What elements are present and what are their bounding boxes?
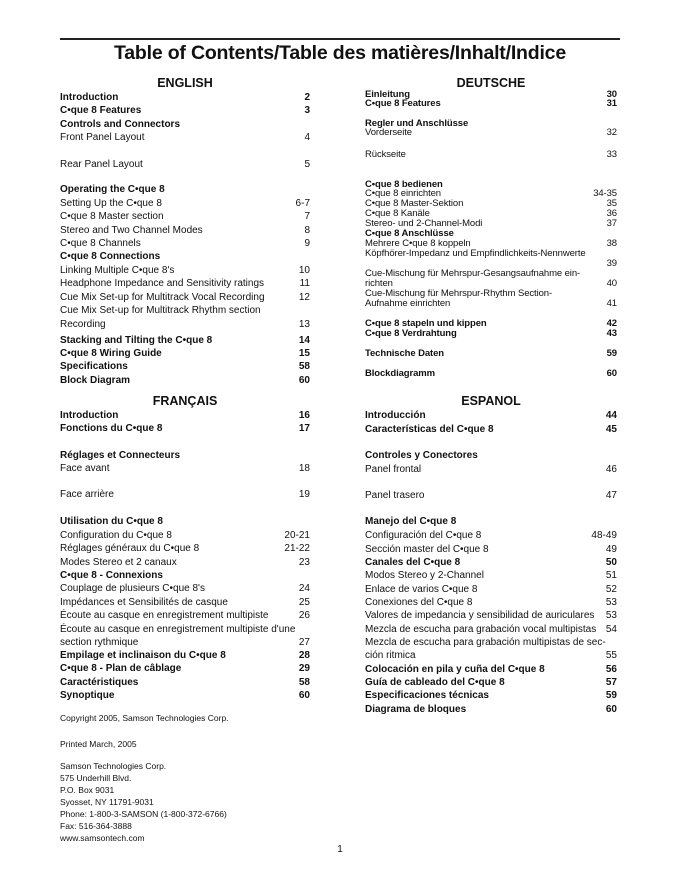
toc-entry-page: 19 xyxy=(298,489,310,500)
toc-entry-title: Vorderseite xyxy=(365,127,412,138)
toc-entry-page: 23 xyxy=(298,557,310,568)
toc-entry xyxy=(60,450,310,462)
toc-entry xyxy=(365,410,617,422)
toc-entry-page: 50 xyxy=(605,557,617,568)
toc-entry-title: Especificaciones técnicas xyxy=(365,690,489,701)
address-block xyxy=(60,760,227,844)
toc-entry-title: Conexiones del C•que 8 xyxy=(365,597,473,608)
toc-entry-title: Fonctions du C•que 8 xyxy=(60,423,163,434)
toc-entry-page: 54 xyxy=(605,624,617,635)
toc-entry-page: 46 xyxy=(605,464,617,475)
toc-entry-page: 44 xyxy=(605,410,617,421)
toc-entry-page: 58 xyxy=(298,677,310,688)
toc-entry-page: 59 xyxy=(606,348,617,359)
toc-entry xyxy=(60,463,310,475)
toc-entry xyxy=(365,584,617,596)
espanol-heading: ESPANOL xyxy=(461,394,521,408)
espanol-section xyxy=(365,0,617,880)
toc-entry-title: Synoptique xyxy=(60,690,115,701)
toc-entry-page: 43 xyxy=(606,328,617,339)
toc-entry-title: C•que 8 Verdrahtung xyxy=(365,328,457,339)
toc-entry-title: Introducción xyxy=(365,410,426,421)
toc-entry xyxy=(60,624,310,636)
toc-entry-title: Face arrière xyxy=(60,489,114,500)
toc-entry-page xyxy=(306,570,310,582)
toc-entry-title: Modes Stereo et 2 canaux xyxy=(60,557,177,568)
toc-entry-page: 45 xyxy=(605,424,617,435)
toc-entry-title: Impédances et Sensibilités de casque xyxy=(60,597,228,608)
toc-entry-title: Sección master del C•que 8 xyxy=(365,544,489,555)
toc-entry xyxy=(60,410,310,422)
toc-entry-page: 36 xyxy=(606,208,617,219)
toc-entry-title: section rythmique xyxy=(60,637,139,648)
toc-entry-page xyxy=(613,450,617,462)
printed-date: Printed March, 2005 xyxy=(60,739,137,749)
toc-entry-page: 60 xyxy=(298,375,310,386)
toc-entry-page: 39 xyxy=(606,258,617,269)
toc-entry-title: Caractéristiques xyxy=(60,677,139,688)
deutsche-heading: DEUTSCHE xyxy=(456,76,526,90)
toc-entry-page: 52 xyxy=(605,584,617,595)
toc-entry-page: 15 xyxy=(298,348,310,359)
toc-entry xyxy=(365,464,617,476)
toc-entry-page: 31 xyxy=(606,98,617,109)
toc-entry xyxy=(365,610,617,622)
toc-entry-title: Controles y Conectores xyxy=(365,450,478,461)
toc-entry xyxy=(60,597,310,609)
toc-entry-title: C•que 8 Master-Sektion xyxy=(365,198,464,209)
toc-entry-title: C•que 8 Connections xyxy=(60,251,161,262)
address-line: Samson Technologies Corp. xyxy=(60,761,167,771)
toc-entry-title: Stereo and Two Channel Modes xyxy=(60,225,203,236)
toc-entry-page: 60 xyxy=(298,690,310,701)
toc-entry-title: Panel trasero xyxy=(365,490,425,501)
toc-entry xyxy=(60,557,310,569)
toc-entry-title: Recording xyxy=(60,319,106,330)
toc-entry xyxy=(60,530,310,542)
toc-entry xyxy=(365,677,617,689)
toc-entry-title: Écoute au casque en enregistrement multipiste xyxy=(60,610,269,621)
toc-entry-page: 18 xyxy=(298,463,310,474)
toc-entry-title: Configuration du C•que 8 xyxy=(60,530,172,541)
toc-entry-title: Controls and Connectors xyxy=(60,119,181,130)
toc-entry-title: Linking Multiple C•que 8's xyxy=(60,265,175,276)
toc-entry-page: 32 xyxy=(606,127,617,138)
toc-entry-title: Empilage et inclinaison du C•que 8 xyxy=(60,650,226,661)
toc-entry xyxy=(365,570,617,582)
toc-entry-page: 6-7 xyxy=(295,198,310,209)
toc-entry-title: Cue-Mischung für Mehrspur-Gesangsaufnahme ein- xyxy=(365,268,581,279)
toc-entry-page: 55 xyxy=(605,650,617,661)
francais-heading: FRANÇAIS xyxy=(152,394,218,408)
toc-entry-title: Mezcla de escucha para grabación multipistas de sec- xyxy=(365,637,606,648)
toc-entry-page: 34-35 xyxy=(593,188,617,199)
toc-entry-page: 2 xyxy=(304,92,310,103)
toc-entry-page: 8 xyxy=(304,225,310,236)
toc-entry xyxy=(365,516,617,528)
toc-entry-page: 14 xyxy=(298,335,310,346)
toc-entry-title: C•que 8 Master section xyxy=(60,211,164,222)
toc-entry-page: 16 xyxy=(298,410,310,421)
toc-entry-title: Stereo- und 2-Channel-Modi xyxy=(365,218,483,229)
toc-entry-page: 4 xyxy=(304,132,310,143)
toc-entry-title: Aufnahme einrichten xyxy=(365,298,451,309)
toc-entry-title: Introduction xyxy=(60,92,119,103)
toc-entry-title: C•que 8 - Connexions xyxy=(60,570,163,581)
toc-entry-title: Technische Daten xyxy=(365,348,444,359)
toc-entry-page: 3 xyxy=(304,105,310,116)
toc-entry-page xyxy=(613,637,617,649)
toc-entry xyxy=(365,597,617,609)
toc-entry-title: Réglages généraux du C•que 8 xyxy=(60,543,200,554)
toc-entry xyxy=(60,570,310,582)
toc-entry xyxy=(365,450,617,462)
toc-entry-title: C•que 8 Channels xyxy=(60,238,141,249)
toc-entry xyxy=(60,650,310,662)
toc-entry-title: Diagrama de bloques xyxy=(365,704,467,715)
address-line: www.samsontech.com xyxy=(60,833,145,843)
toc-entry-page: 30 xyxy=(606,89,617,100)
address-line: P.O. Box 9031 xyxy=(60,785,115,795)
toc-entry-page: 9 xyxy=(304,238,310,249)
toc-entry-page: 49 xyxy=(605,544,617,555)
toc-entry-page: 57 xyxy=(605,677,617,688)
toc-entry-title: Canales del C•que 8 xyxy=(365,557,461,568)
toc-entry-title: Block Diagram xyxy=(60,375,131,386)
toc-entry-title: Specifications xyxy=(60,361,128,372)
toc-entry-page: 48-49 xyxy=(591,530,617,541)
toc-entry-title: Configuración del C•que 8 xyxy=(365,530,482,541)
copyright-text: Copyright 2005, Samson Technologies Corp. xyxy=(60,713,229,723)
toc-entry-title: C•que 8 Anschlüsse xyxy=(365,228,454,239)
toc-entry-page: 58 xyxy=(298,361,310,372)
toc-entry xyxy=(60,423,310,435)
toc-entry-page: 35 xyxy=(606,198,617,209)
toc-entry-title: Guía de cableado del C•que 8 xyxy=(365,677,505,688)
toc-entry-page: 25 xyxy=(298,597,310,608)
toc-entry xyxy=(60,663,310,675)
toc-entry-page xyxy=(306,624,310,636)
toc-entry-title: Setting Up the C•que 8 xyxy=(60,198,162,209)
toc-entry xyxy=(365,424,617,436)
toc-entry xyxy=(365,544,617,556)
toc-entry-page: 56 xyxy=(605,664,617,675)
toc-entry-page: 47 xyxy=(605,490,617,501)
page-number: 1 xyxy=(337,844,343,855)
toc-entry-page: 21-22 xyxy=(284,543,310,554)
toc-entry-page: 27 xyxy=(298,637,310,648)
toc-entry-page: 33 xyxy=(606,149,617,160)
toc-entry-title: C•que 8 Features xyxy=(365,98,441,109)
toc-entry-page: 7 xyxy=(304,211,310,222)
toc-entry xyxy=(365,637,617,649)
toc-entry-title: Köpfhörer-Impedanz und Empfindlichkeits-Nennwerte xyxy=(365,248,586,259)
address-line: 575 Underhill Blvd. xyxy=(60,773,132,783)
toc-entry-title: Écoute au casque en enregistrement multipiste d'une xyxy=(60,624,296,635)
toc-entry-title: Headphone Impedance and Sensitivity ratings xyxy=(60,278,265,289)
toc-entry-title: Panel frontal xyxy=(365,464,422,475)
toc-entry xyxy=(365,490,617,502)
toc-entry-page: 26 xyxy=(298,610,310,621)
toc-entry xyxy=(60,677,310,689)
toc-entry-page: 13 xyxy=(298,319,310,330)
toc-entry-title: Manejo del C•que 8 xyxy=(365,516,457,527)
toc-entry-title: Face avant xyxy=(60,463,110,474)
toc-entry xyxy=(60,637,310,649)
toc-entry-page: 10 xyxy=(298,265,310,276)
toc-entry-title: Cue-Mischung für Mehrspur-Rhythm Section- xyxy=(365,288,553,299)
toc-entry-title: Rückseite xyxy=(365,149,406,160)
toc-entry xyxy=(60,543,310,555)
toc-entry xyxy=(365,664,617,676)
toc-entry-title: Cue Mix Set-up for Multitrack Rhythm section xyxy=(60,305,261,316)
toc-entry xyxy=(365,530,617,542)
toc-entry-page xyxy=(306,516,310,528)
toc-entry-page: 53 xyxy=(605,597,617,608)
toc-entry-title: Mezcla de escucha para grabación vocal multipistas xyxy=(365,624,597,635)
toc-entry xyxy=(60,516,310,528)
toc-entry-title: C•que 8 Features xyxy=(60,105,142,116)
toc-entry-title: Enlace de varios C•que 8 xyxy=(365,584,478,595)
toc-entry-title: Características del C•que 8 xyxy=(365,424,494,435)
toc-entry-page: 41 xyxy=(606,298,617,309)
toc-entry xyxy=(365,557,617,569)
toc-entry-page: 24 xyxy=(298,583,310,594)
toc-entry-page: 29 xyxy=(298,663,310,674)
toc-entry-title: Regler und Anschlüsse xyxy=(365,118,469,129)
toc-entry-title: Couplage de plusieurs C•que 8's xyxy=(60,583,205,594)
address-line: Fax: 516-364-3888 xyxy=(60,821,132,831)
toc-entry-title: Cue Mix Set-up for Multitrack Vocal Recording xyxy=(60,292,265,303)
toc-entry-title: Valores de impedancia y sensibilidad de auriculares xyxy=(365,610,595,621)
toc-entry-title: Einleitung xyxy=(365,89,410,100)
toc-entry-title: Stacking and Tilting the C•que 8 xyxy=(60,335,213,346)
toc-entry-page: 38 xyxy=(606,238,617,249)
toc-entry-page: 17 xyxy=(298,423,310,434)
toc-entry-title: Modos Stereo y 2-Channel xyxy=(365,570,484,581)
toc-entry-page: 28 xyxy=(298,650,310,661)
toc-entry-page: 53 xyxy=(605,610,617,621)
toc-entry xyxy=(60,610,310,622)
english-heading: ENGLISH xyxy=(157,76,213,90)
toc-entry-page: 11 xyxy=(299,278,310,289)
toc-entry-title: C•que 8 bedienen xyxy=(365,179,443,190)
toc-entry-title: C•que 8 Wiring Guide xyxy=(60,348,162,359)
toc-entry-page: 51 xyxy=(605,570,617,581)
toc-entry xyxy=(60,583,310,595)
toc-entry-page: 20-21 xyxy=(284,530,310,541)
toc-entry-title: Colocación en pila y cuña del C•que 8 xyxy=(365,664,545,675)
toc-entry-page xyxy=(613,516,617,528)
toc-entry-title: Utilisation du C•que 8 xyxy=(60,516,163,527)
toc-entry-title: C•que 8 - Plan de câblage xyxy=(60,663,182,674)
address-line: Syosset, NY 11791-9031 xyxy=(60,797,154,807)
toc-entry xyxy=(60,690,310,702)
address-line: Phone: 1-800-3-SAMSON (1-800-372-6766) xyxy=(60,809,227,819)
toc-entry-title: richten xyxy=(365,278,393,289)
toc-entry-title: C•que 8 einrichten xyxy=(365,188,441,199)
toc-entry-title: Front Panel Layout xyxy=(60,132,145,143)
toc-entry-page: 59 xyxy=(605,690,617,701)
toc-entry xyxy=(60,489,310,501)
toc-entry-page: 42 xyxy=(606,318,617,329)
toc-entry-page: 60 xyxy=(606,368,617,379)
toc-entry-title: C•que 8 Kanäle xyxy=(365,208,430,219)
toc-entry-title: Blockdiagramm xyxy=(365,368,435,379)
toc-entry-page: 40 xyxy=(606,278,617,289)
toc-entry-page: 37 xyxy=(606,218,617,229)
toc-entry-page xyxy=(306,450,310,462)
page-title: Table of Contents/Table des matières/Inhalt/Indice xyxy=(114,42,566,64)
toc-entry xyxy=(365,650,617,662)
toc-entry xyxy=(365,690,617,702)
toc-entry-title: Réglages et Connecteurs xyxy=(60,450,181,461)
toc-entry-title: Rear Panel Layout xyxy=(60,159,143,170)
toc-entry-title: Mehrere C•que 8 koppeln xyxy=(365,238,471,249)
toc-entry-title: Operating the C•que 8 xyxy=(60,184,165,195)
toc-entry xyxy=(365,624,617,636)
toc-entry-page: 60 xyxy=(605,704,617,715)
toc-entry-page: 5 xyxy=(304,159,310,170)
toc-entry-title: ción ritmica xyxy=(365,650,416,661)
toc-entry xyxy=(365,704,617,716)
toc-entry-title: C•que 8 stapeln und kippen xyxy=(365,318,487,329)
toc-entry-title: Introduction xyxy=(60,410,119,421)
toc-entry-page: 12 xyxy=(298,292,310,303)
